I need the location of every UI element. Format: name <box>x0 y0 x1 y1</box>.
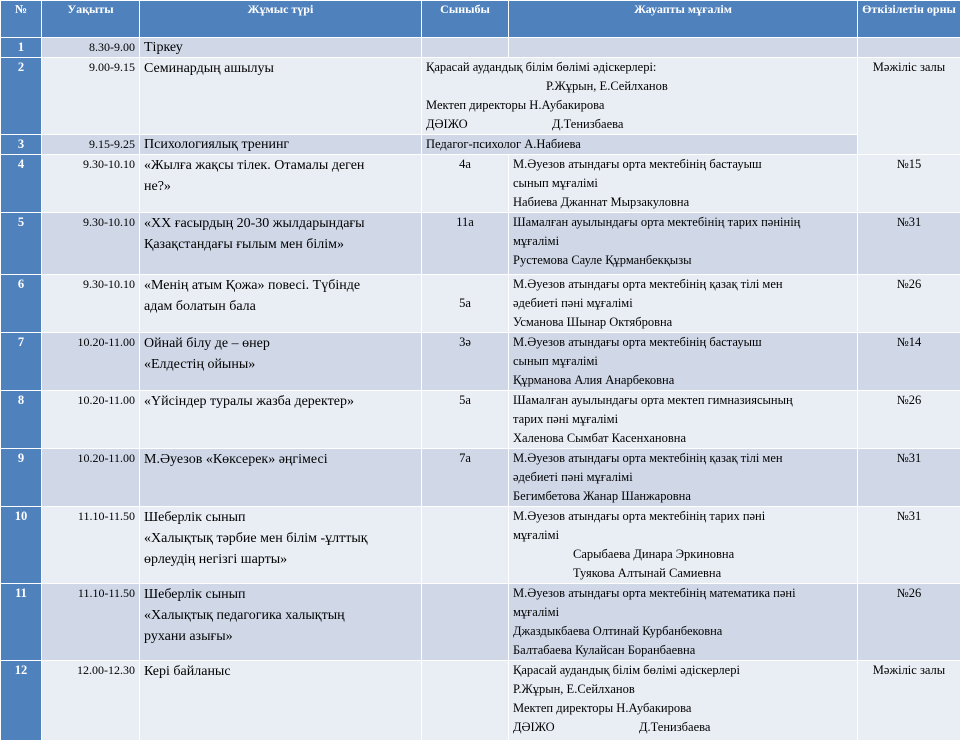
row-number: 4 <box>1 155 42 213</box>
header-work: Жұмыс түрі <box>140 1 422 38</box>
teacher-line: Шамалған ауылындағы орта мектеп гимназиясының <box>513 391 853 410</box>
row-class <box>422 38 509 58</box>
teacher-line: М.Әуезов атындағы орта мектебінің тарих пәні <box>513 507 853 526</box>
row-class: 11а <box>422 213 509 275</box>
row-time: 9.30-10.10 <box>42 275 140 333</box>
row-number: 10 <box>1 507 42 584</box>
teacher-line-group <box>513 718 853 737</box>
row-teacher <box>509 449 858 507</box>
row-place: №31 <box>858 449 960 507</box>
row-work <box>140 584 422 661</box>
row-class <box>422 584 509 661</box>
row-place: Мәжіліс залы <box>858 661 960 741</box>
row-place: №14 <box>858 333 960 391</box>
teacher-line: Д.Тенизбаева <box>552 117 623 131</box>
teacher-line: әдебиеті пәні мұғалімі <box>513 468 853 487</box>
header-time: Уақыты <box>42 1 140 38</box>
table-row <box>1 135 960 155</box>
teacher-line: Набиева Джаннат Мырзакуловна <box>513 193 853 212</box>
table-row <box>1 333 960 391</box>
table-row <box>1 155 960 213</box>
work-line: М.Әуезов «Көксерек» әңгімесі <box>144 449 417 470</box>
table-row <box>1 38 960 58</box>
row-teacher <box>509 155 858 213</box>
header-teacher: Жауапты мұғалім <box>509 1 858 38</box>
teacher-line: Балтабаева Кулайсан Боранбаевна <box>513 641 853 660</box>
row-time: 9.30-10.10 <box>42 155 140 213</box>
row-teacher <box>422 135 858 155</box>
teacher-line: Мектеп директоры Н.Аубакирова <box>513 699 853 718</box>
teacher-line: Рустемова Сауле Құрманбекқызы <box>513 251 853 270</box>
table-row <box>1 275 960 333</box>
teacher-line: мұғалімі <box>513 526 853 545</box>
row-place: №26 <box>858 275 960 333</box>
teacher-line: тарих пәні мұғалімі <box>513 410 853 429</box>
teacher-line: Қарасай аудандық білім бөлімі әдіскерлері: <box>426 58 853 77</box>
teacher-line: сынып мұғалімі <box>513 352 853 371</box>
table-row <box>1 449 960 507</box>
work-line: Шеберлік сынып <box>144 507 417 528</box>
work-line: «Елдестің ойыны» <box>144 354 417 375</box>
teacher-line: Қарасай аудандық білім бөлімі әдіскерлері <box>513 661 853 680</box>
row-work <box>140 391 422 449</box>
row-number: 7 <box>1 333 42 391</box>
work-line: Қазақстандағы ғылым мен білім» <box>144 234 417 255</box>
row-teacher <box>509 333 858 391</box>
row-place: №31 <box>858 213 960 275</box>
teacher-line-group <box>426 115 853 134</box>
row-time: 8.30-9.00 <box>42 38 140 58</box>
work-line: «Халықтық тәрбие мен білім -ұлттық <box>144 528 417 549</box>
teacher-line: М.Әуезов атындағы орта мектебінің қазақ тілі мен <box>513 275 853 294</box>
teacher-line: Усманова Шынар Октябровна <box>513 313 853 332</box>
row-class: 3ә <box>422 333 509 391</box>
table-row <box>1 584 960 661</box>
row-class: 5а <box>422 275 509 333</box>
row-work <box>140 507 422 584</box>
row-time: 12.00-12.30 <box>42 661 140 741</box>
row-time: 10.20-11.00 <box>42 449 140 507</box>
teacher-line: М.Әуезов атындағы орта мектебінің бастауыш <box>513 155 853 174</box>
row-teacher <box>509 38 858 58</box>
row-number: 1 <box>1 38 42 58</box>
row-place: Мәжіліс залы <box>858 58 960 155</box>
work-line: Семинардың ашылуы <box>144 58 417 79</box>
row-work <box>140 275 422 333</box>
row-time: 11.10-11.50 <box>42 584 140 661</box>
teacher-line: Педагог-психолог А.Набиева <box>426 135 853 154</box>
header-class: Сыныбы <box>422 1 509 38</box>
work-line: не?» <box>144 176 417 197</box>
teacher-line: М.Әуезов атындағы орта мектебінің қазақ тілі мен <box>513 449 853 468</box>
row-time: 10.20-11.00 <box>42 391 140 449</box>
row-class <box>422 507 509 584</box>
row-time: 9.00-9.15 <box>42 58 140 135</box>
row-teacher <box>509 391 858 449</box>
row-class: 5а <box>422 391 509 449</box>
row-work <box>140 661 422 741</box>
teacher-line: ДӘІЖО <box>513 718 639 737</box>
row-teacher <box>509 213 858 275</box>
row-class <box>422 661 509 741</box>
row-work <box>140 155 422 213</box>
work-line: адам болатын бала <box>144 296 417 317</box>
work-line: рухани азығы» <box>144 626 417 647</box>
teacher-line: М.Әуезов атындағы орта мектебінің математика пәні <box>513 584 853 603</box>
row-number: 8 <box>1 391 42 449</box>
row-teacher <box>509 275 858 333</box>
work-line: Тіркеу <box>144 38 417 57</box>
table-row <box>1 507 960 584</box>
row-place: №31 <box>858 507 960 584</box>
row-work <box>140 38 422 58</box>
teacher-line: Мектеп директоры Н.Аубакирова <box>426 96 853 115</box>
row-work <box>140 333 422 391</box>
teacher-line: Халенова Сымбат Касенхановна <box>513 429 853 448</box>
row-place: №26 <box>858 391 960 449</box>
table-row <box>1 391 960 449</box>
work-line: өрлеудің негізгі шарты» <box>144 549 417 570</box>
header-place: Өткізілетін орны <box>858 1 960 38</box>
row-work <box>140 449 422 507</box>
row-number: 12 <box>1 661 42 741</box>
teacher-line: Сарыбаева Динара Эркиновна <box>513 545 853 564</box>
work-line: Шеберлік сынып <box>144 584 417 605</box>
header-num: № <box>1 1 42 38</box>
row-work <box>140 213 422 275</box>
row-time: 9.15-9.25 <box>42 135 140 155</box>
teacher-line: Құрманова Алия Анарбековна <box>513 371 853 390</box>
table-row <box>1 661 960 741</box>
row-number: 6 <box>1 275 42 333</box>
row-number: 11 <box>1 584 42 661</box>
row-time: 10.20-11.00 <box>42 333 140 391</box>
teacher-line: Шамалған ауылындағы орта мектебінің тарих пәнінің <box>513 213 853 232</box>
row-place: №26 <box>858 584 960 661</box>
row-number: 5 <box>1 213 42 275</box>
work-line: «Жылға жақсы тілек. Отамалы деген <box>144 155 417 176</box>
teacher-line: мұғалімі <box>513 603 853 622</box>
row-time: 9.30-10.10 <box>42 213 140 275</box>
row-place <box>858 38 960 58</box>
teacher-line: әдебиеті пәні мұғалімі <box>513 294 853 313</box>
table-row <box>1 58 960 135</box>
work-line: «Халықтық педагогика халықтың <box>144 605 417 626</box>
row-number: 3 <box>1 135 42 155</box>
teacher-line: Бегимбетова Жанар Шанжаровна <box>513 487 853 506</box>
table-row <box>1 213 960 275</box>
teacher-line: Джаздыкбаева Олтинай Курбанбековна <box>513 622 853 641</box>
row-work <box>140 135 422 155</box>
work-line: Кері байланыс <box>144 661 417 682</box>
row-work <box>140 58 422 135</box>
row-teacher <box>422 58 858 135</box>
work-line: Психологиялық тренинг <box>144 135 417 154</box>
work-line: «Үйсіндер туралы жазба деректер» <box>144 391 417 412</box>
row-teacher <box>509 661 858 741</box>
teacher-line: Туякова Алтынай Самиевна <box>513 564 853 583</box>
teacher-line: ДӘІЖО <box>426 115 552 134</box>
row-number: 9 <box>1 449 42 507</box>
row-number: 2 <box>1 58 42 135</box>
row-place: №15 <box>858 155 960 213</box>
teacher-line: Р.Жұрын, Е.Сейлханов <box>513 680 853 699</box>
work-line: «Менің атым Қожа» повесі. Түбінде <box>144 275 417 296</box>
row-teacher <box>509 507 858 584</box>
row-class: 4а <box>422 155 509 213</box>
header-row <box>1 1 960 38</box>
teacher-line: Д.Тенизбаева <box>639 720 710 734</box>
row-teacher <box>509 584 858 661</box>
work-line: «XX ғасырдың 20-30 жылдарындағы <box>144 213 417 234</box>
teacher-line: М.Әуезов атындағы орта мектебінің бастауыш <box>513 333 853 352</box>
teacher-line: мұғалімі <box>513 232 853 251</box>
work-line: Ойнай білу де – өнер <box>144 333 417 354</box>
teacher-line: сынып мұғалімі <box>513 174 853 193</box>
row-time: 11.10-11.50 <box>42 507 140 584</box>
row-class: 7а <box>422 449 509 507</box>
teacher-line: Р.Жұрын, Е.Сейлханов <box>426 77 853 96</box>
